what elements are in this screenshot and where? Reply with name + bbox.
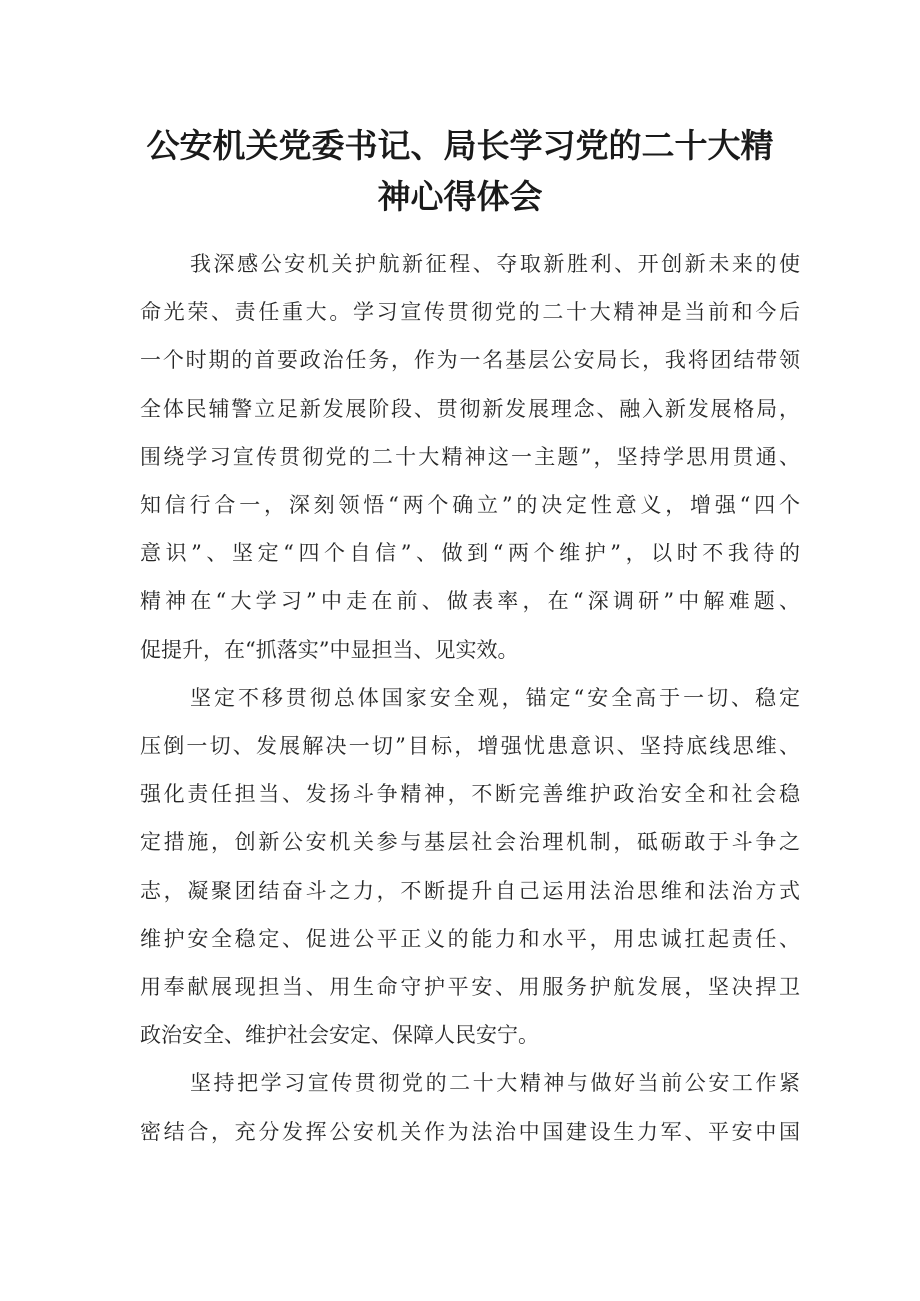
paragraph-line: 政治安全、维护社会安定、保障人民安宁。 — [140, 1023, 539, 1048]
paragraph-line: 全体民辅警立足新发展阶段、贯彻新发展理念、融入新发展格局， — [140, 396, 800, 421]
paragraph-line: 意识”、坚定“四个自信”、做到“两个维护”，以时不我待的 — [140, 541, 800, 566]
paragraph-line: 坚持把学习宣传贯彻党的二十大精神与做好当前公安工作紧 — [190, 1071, 800, 1096]
paragraph-line: 密结合，充分发挥公安机关作为法治中国建设生力军、平安中国 — [140, 1119, 800, 1144]
paragraph-line: 我深感公安机关护航新征程、夺取新胜利、开创新未来的使 — [190, 252, 800, 276]
paragraph-line: 定措施，创新公安机关参与基层社会治理机制，砥砺敢于斗争之 — [140, 830, 800, 855]
paragraph-2 — [140, 674, 800, 1060]
title-line-2: 神心得体会 — [377, 177, 543, 216]
paragraph-3 — [140, 1059, 800, 1155]
paragraph-line: 命光荣、责任重大。学习宣传贯彻党的二十大精神是当前和今后 — [140, 300, 800, 325]
paragraph-line: 精神在“大学习”中走在前、做表率，在“深调研”中解难题、 — [140, 589, 800, 614]
paragraph-line: 用奉献展现担当、用生命守护平安、用服务护航发展，坚决捍卫 — [140, 975, 800, 1000]
title-line-1: 公安机关党委书记、局长学习党的二十大精 — [146, 126, 774, 165]
document-body — [140, 240, 800, 1156]
paragraph-line: 坚定不移贯彻总体国家安全观，锚定“安全高于一切、稳定 — [190, 685, 800, 710]
document-title — [130, 120, 790, 222]
paragraph-line: 压倒一切、发展解决一切”目标，增强忧患意识、坚持底线思维、 — [140, 734, 800, 759]
paragraph-line: 志，凝聚团结奋斗之力，不断提升自己运用法治思维和法治方式 — [140, 878, 800, 903]
paragraph-line: 促提升，在“抓落实”中显担当、见实效。 — [140, 637, 519, 662]
paragraph-line: 强化责任担当、发扬斗争精神，不断完善维护政治安全和社会稳 — [140, 782, 800, 807]
paragraph-1 — [140, 240, 800, 674]
paragraph-line: 围绕学习宣传贯彻党的二十大精神这一主题”，坚持学思用贯通、 — [140, 444, 800, 469]
paragraph-line: 知信行合一，深刻领悟“两个确立”的决定性意义，增强“四个 — [140, 493, 800, 518]
paragraph-line: 一个时期的首要政治任务，作为一名基层公安局长，我将团结带领 — [140, 348, 800, 373]
paragraph-line: 维护安全稳定、促进公平正义的能力和水平，用忠诚扛起责任、 — [140, 926, 800, 951]
